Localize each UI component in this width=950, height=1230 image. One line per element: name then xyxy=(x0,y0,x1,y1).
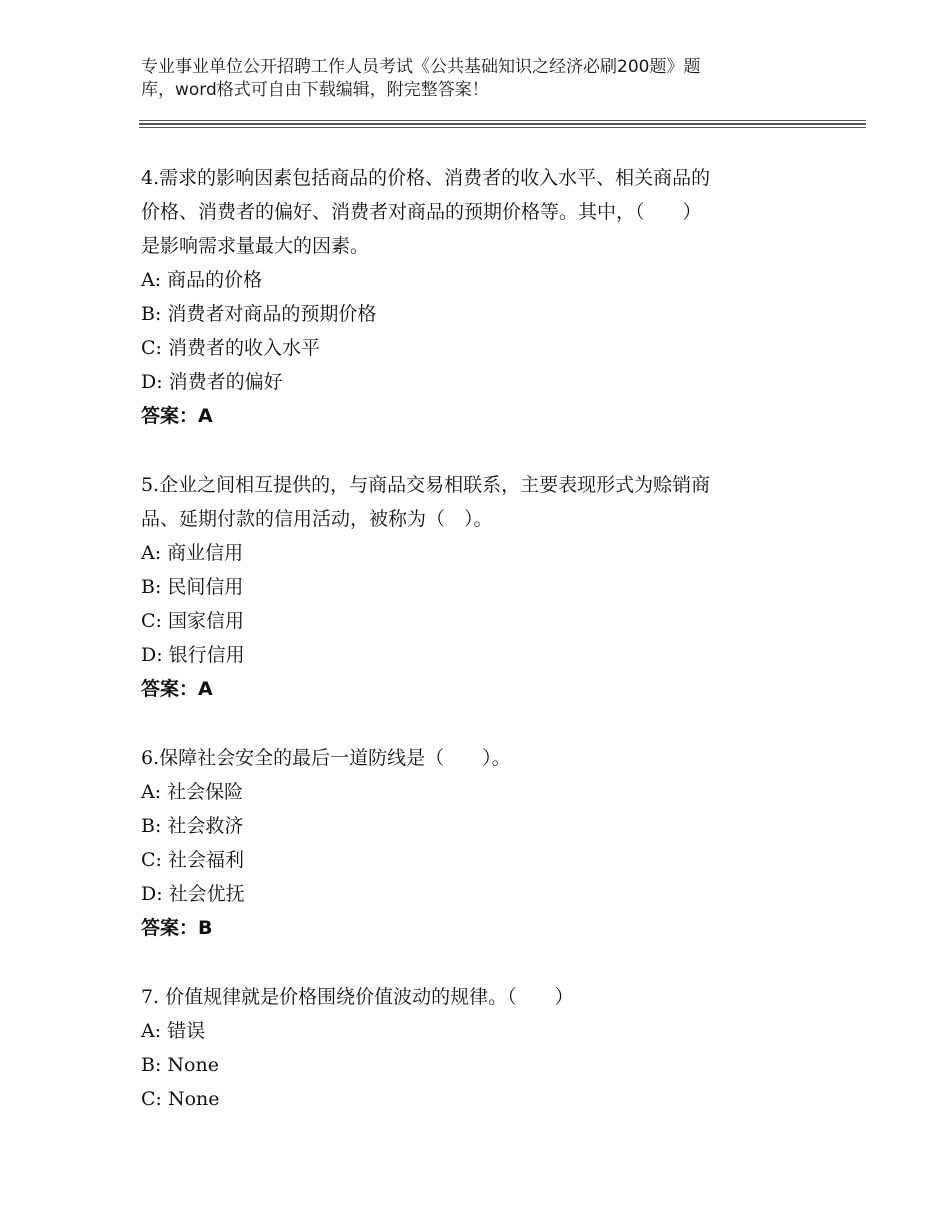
option-d: D: 银行信用 xyxy=(141,644,245,666)
option-b: B: None xyxy=(141,1054,219,1076)
question-stem xyxy=(141,741,811,775)
document-header xyxy=(141,56,781,102)
question-stem-line: 是影响需求量最大的因素。 xyxy=(141,235,370,257)
option-list xyxy=(141,263,811,399)
option-c: C: 国家信用 xyxy=(141,610,244,632)
option-d: D: 社会优抚 xyxy=(141,883,245,905)
option-b: B: 社会救济 xyxy=(141,815,244,837)
option-a: A: 错误 xyxy=(141,1020,206,1042)
answer-line xyxy=(141,911,811,945)
option-a: A: 社会保险 xyxy=(141,781,244,803)
answer-label: 答案： xyxy=(141,678,199,700)
question-stem-line: 7. 价值规律就是价格围绕价值波动的规律。（ ） xyxy=(141,986,574,1008)
question-4 xyxy=(141,161,811,433)
question-stem-line: 价格、消费者的偏好、消费者对商品的预期价格等。其中，（ ） xyxy=(141,201,702,223)
option-list xyxy=(141,1014,811,1116)
question-7 xyxy=(141,980,811,1116)
question-5 xyxy=(141,468,811,706)
question-stem xyxy=(141,161,811,263)
header-line-2: 库，word格式可自由下载编辑，附完整答案！ xyxy=(141,80,489,100)
answer-label: 答案： xyxy=(141,917,199,939)
option-b: B: 消费者对商品的预期价格 xyxy=(141,303,377,325)
header-line-1: 专业事业单位公开招聘工作人员考试《公共基础知识之经济必刷200题》题 xyxy=(141,57,701,77)
question-stem xyxy=(141,980,811,1014)
header-divider-middle xyxy=(139,123,866,125)
answer-line xyxy=(141,672,811,706)
option-list xyxy=(141,775,811,911)
question-stem xyxy=(141,468,811,536)
question-stem-line: 6.保障社会安全的最后一道防线是（ ）。 xyxy=(141,747,511,769)
option-c: C: 消费者的收入水平 xyxy=(141,337,320,359)
answer-line xyxy=(141,399,811,433)
question-stem-line: 品、延期付款的信用活动，被称为（ ）。 xyxy=(141,508,493,530)
option-d: D: 消费者的偏好 xyxy=(141,371,283,393)
answer-value: A xyxy=(198,678,213,700)
answer-label: 答案： xyxy=(141,405,199,427)
question-6 xyxy=(141,741,811,945)
option-c: C: 社会福利 xyxy=(141,849,244,871)
header-divider-top xyxy=(139,120,866,121)
option-b: B: 民间信用 xyxy=(141,576,244,598)
answer-value: B xyxy=(198,917,213,939)
header-divider-bottom xyxy=(139,127,866,128)
option-c: C: None xyxy=(141,1088,220,1110)
answer-value: A xyxy=(198,405,213,427)
question-stem-line: 5.企业之间相互提供的，与商品交易相联系，主要表现形式为赊销商 xyxy=(141,474,711,496)
question-stem-line: 4.需求的影响因素包括商品的价格、消费者的收入水平、相关商品的 xyxy=(141,167,711,189)
option-a: A: 商品的价格 xyxy=(141,269,263,291)
option-a: A: 商业信用 xyxy=(141,542,244,564)
option-list xyxy=(141,536,811,672)
